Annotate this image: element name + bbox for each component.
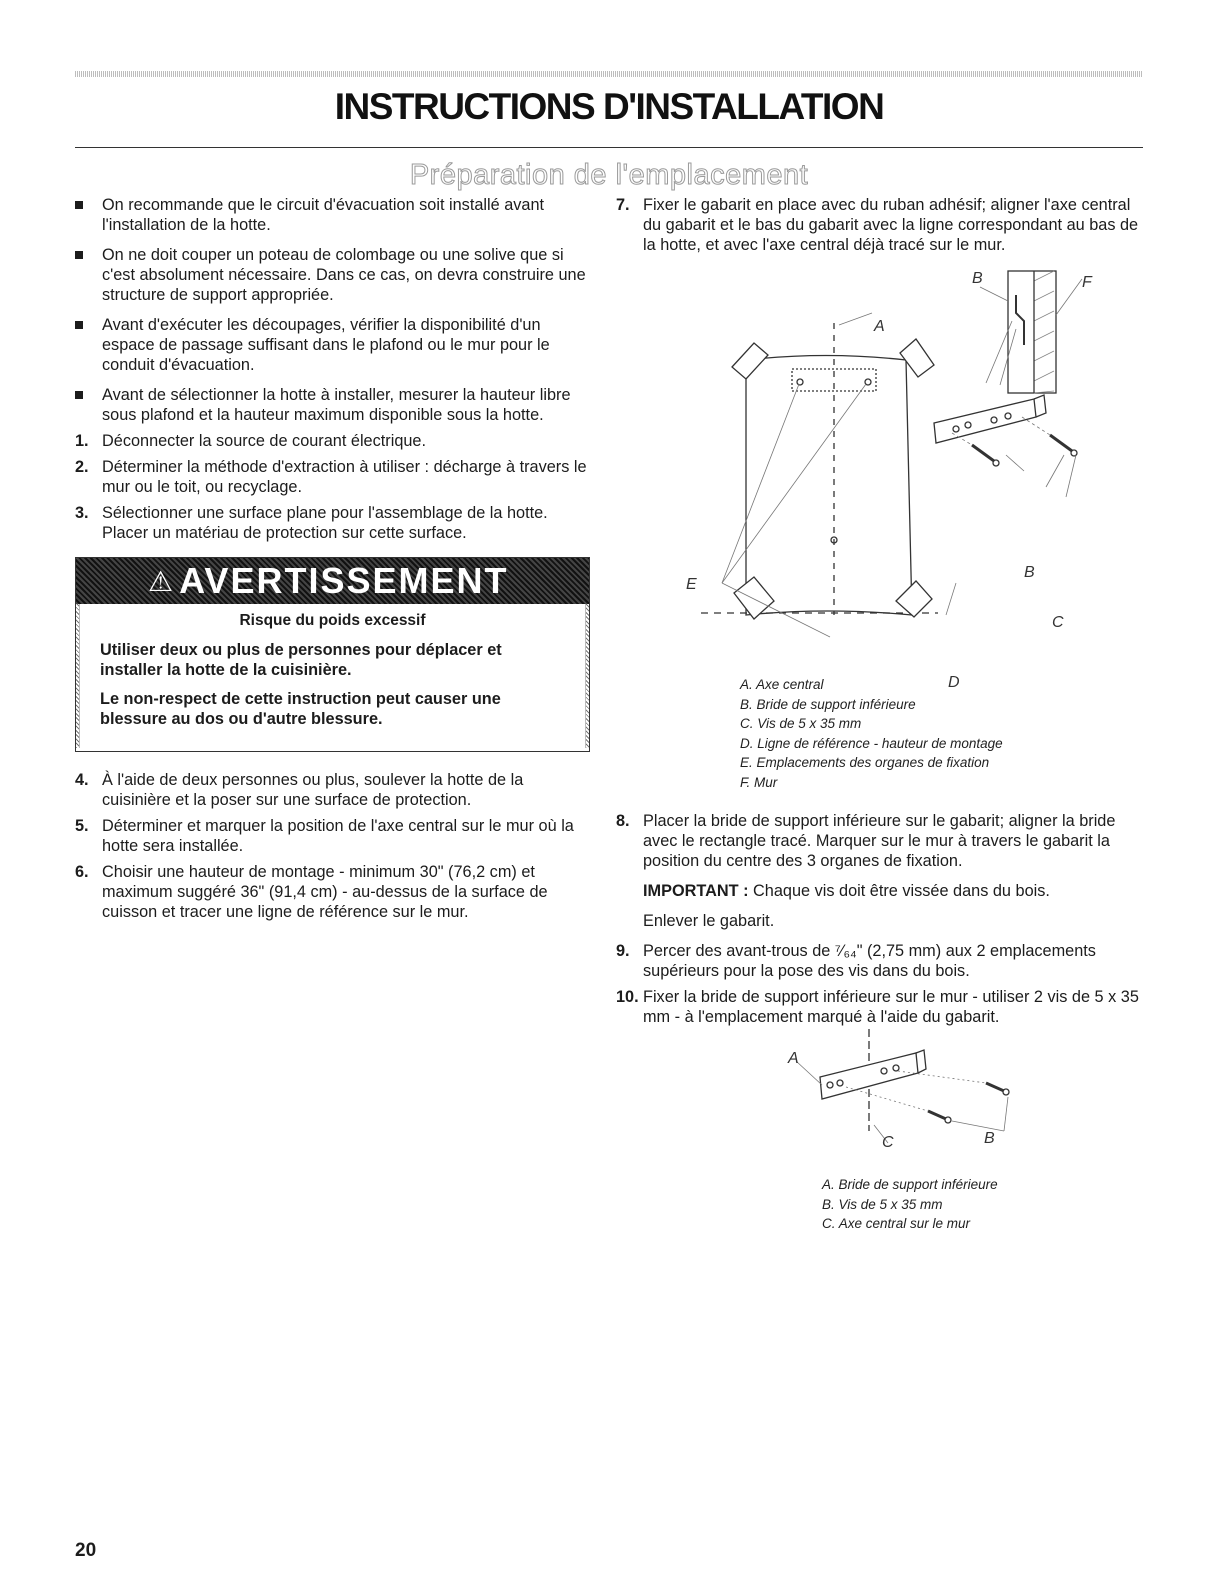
fig1-label-e: E bbox=[686, 576, 697, 593]
step-number: 5. bbox=[75, 817, 89, 835]
bullet-text: On recommande que le circuit d'évacuation soit installé avant l'installation de la hotte. bbox=[102, 196, 545, 234]
step-item bbox=[75, 503, 590, 543]
warning-header bbox=[76, 558, 589, 604]
step-text: Choisir une hauteur de montage - minimum 30" (76,2 cm) et maximum suggéré 36" (91,4 cm) - au-dessus de la surface de cuisson et tracer une ligne de référence sur le mur. bbox=[102, 863, 548, 921]
steps-8-10 bbox=[616, 811, 1146, 1033]
caption-line: A. Axe central bbox=[740, 677, 824, 692]
figure2-caption-list bbox=[822, 1175, 998, 1234]
page-number: 20 bbox=[75, 1540, 97, 1561]
square-bullet-icon bbox=[75, 321, 83, 329]
step-text: À l'aide de deux personnes ou plus, soulever la hotte de la cuisinière et la poser sur une surface de protection. bbox=[102, 771, 524, 809]
step-extra-text: Enlever le gabarit. bbox=[643, 912, 775, 930]
warning-box bbox=[75, 557, 590, 752]
fig1-label-d: D bbox=[948, 674, 960, 691]
warning-consequence: Le non-respect de cette instruction peut causer une blessure au dos ou d'autre blessure. bbox=[100, 690, 501, 728]
bullet-text: On ne doit couper un poteau de colombage ou une solive que si c'est absolument nécessaire. Dans ce cas, on devra construire une structure de support appropriée. bbox=[102, 246, 586, 304]
square-bullet-icon bbox=[75, 391, 83, 399]
step-item bbox=[75, 431, 590, 451]
step-text: Déterminer et marquer la position de l'axe central sur le mur où la hotte sera installée. bbox=[102, 817, 574, 855]
step-item bbox=[616, 811, 1146, 931]
step-text: Fixer la bride de support inférieure sur le mur - utiliser 2 vis de 5 x 35 mm - à l'emplacement marqué à l'aide du gabarit. bbox=[643, 988, 1139, 1026]
step-item bbox=[616, 941, 1146, 981]
step-number: 6. bbox=[75, 863, 89, 881]
step-number: 3. bbox=[75, 504, 89, 522]
warning-frame bbox=[76, 604, 589, 748]
bullet-item bbox=[75, 245, 590, 305]
caption-line: D. Ligne de référence - hauteur de montage bbox=[740, 735, 1003, 751]
fig1-label-f: F bbox=[1082, 274, 1092, 291]
square-bullet-icon bbox=[75, 251, 83, 259]
step-text: Sélectionner une surface plane pour l'assemblage de la hotte. Placer un matériau de protection sur cette surface. bbox=[102, 504, 548, 542]
step-number: 4. bbox=[75, 771, 89, 789]
fig2-label-b: B bbox=[984, 1130, 995, 1147]
important-text: Chaque vis doit être vissée dans du bois. bbox=[753, 882, 1050, 900]
bullet-item bbox=[75, 315, 590, 375]
template-paper-icon bbox=[746, 356, 912, 616]
step-item bbox=[616, 195, 1146, 255]
caption-line: A. Bride de support inférieure bbox=[822, 1177, 998, 1192]
step-number: 10. bbox=[616, 988, 639, 1006]
fig1-label-b: B bbox=[972, 270, 983, 287]
step-number: 1. bbox=[75, 432, 89, 450]
step-number: 9. bbox=[616, 942, 630, 960]
warning-title: AVERTISSEMENT bbox=[179, 560, 509, 601]
step-item bbox=[616, 987, 1146, 1027]
step-number: 7. bbox=[616, 196, 630, 214]
bracket-icon bbox=[934, 399, 1036, 443]
step-number: 8. bbox=[616, 812, 630, 830]
step-item bbox=[75, 770, 590, 810]
fig1-label-a: A bbox=[874, 318, 885, 335]
right-column bbox=[616, 195, 1146, 1231]
step-number: 2. bbox=[75, 458, 89, 476]
bracket-figure bbox=[756, 1025, 1056, 1165]
fig2-label-c: C bbox=[882, 1134, 894, 1151]
fig2-label-a: A bbox=[788, 1050, 799, 1067]
step-text: Fixer le gabarit en place avec du ruban adhésif; aligner l'axe central du gabarit et le bas du gabarit avec la ligne correspondant au bas de la hotte, et avec l'axe central déjà tracé sur le mur. bbox=[643, 196, 1139, 254]
important-label: IMPORTANT : bbox=[643, 882, 749, 900]
caption-line: B. Bride de support inférieure bbox=[740, 696, 916, 712]
step-text: " (2,75 mm) aux 2 emplacements supérieurs pour la pose des vis dans du bois. bbox=[643, 942, 1096, 980]
step-text: Déconnecter la source de courant électrique. bbox=[102, 432, 427, 450]
step-item bbox=[75, 816, 590, 856]
figure1-caption-list bbox=[740, 675, 1003, 792]
bullet-text: Avant de sélectionner la hotte à installer, mesurer la hauteur libre sous plafond et la hauteur maximum disponible sous la hotte. bbox=[102, 386, 571, 424]
bullet-item bbox=[75, 195, 590, 235]
fig1-label-b2: B bbox=[1024, 564, 1035, 581]
top-decorative-rule bbox=[75, 71, 1143, 77]
caption-line: B. Vis de 5 x 35 mm bbox=[822, 1196, 943, 1212]
caption-line: E. Emplacements des organes de fixation bbox=[740, 755, 990, 770]
step-item bbox=[75, 862, 590, 922]
step-text: Déterminer la méthode d'extraction à utiliser : décharge à travers le mur ou le toit, ou recyclage. bbox=[102, 458, 587, 496]
bracket-mounting-diagram bbox=[756, 1025, 1056, 1160]
caption-line: C. Vis de 5 x 35 mm bbox=[740, 716, 862, 731]
caption-line: C. Axe central sur le mur bbox=[822, 1216, 971, 1231]
page-title: INSTRUCTIONS D'INSTALLATION bbox=[334, 86, 884, 127]
step-text: Percer des avant-trous de bbox=[643, 942, 835, 960]
bullet-item bbox=[75, 385, 590, 425]
caption-line: F. Mur bbox=[740, 774, 778, 790]
fig1-label-c: C bbox=[1052, 614, 1064, 631]
warning-body bbox=[79, 604, 586, 748]
square-bullet-icon bbox=[75, 201, 83, 209]
warning-triangle-icon: ⚠ bbox=[148, 565, 176, 597]
warning-instruction: Utiliser deux ou plus de personnes pour déplacer et installer la hotte de la cuisinière. bbox=[100, 641, 502, 679]
fraction: ⁷⁄₆₄ bbox=[834, 942, 857, 960]
warning-risk: Risque du poids excessif bbox=[239, 612, 426, 629]
title-divider bbox=[75, 147, 1143, 148]
left-column bbox=[75, 195, 590, 928]
step-item bbox=[75, 457, 590, 497]
step-text: Placer la bride de support inférieure sur le gabarit; aligner la bride avec le rectangle tracé. Marquer sur le mur à travers le gabarit la position du centre des 3 organes de fixation. bbox=[643, 812, 1116, 870]
section-title: Préparation de l'emplacement bbox=[409, 159, 809, 191]
bullet-text: Avant d'exécuter les découpages, vérifier la disponibilité d'un espace de passage suffisant dans le plafond ou le mur pour le conduit d'évacuation. bbox=[102, 316, 550, 374]
